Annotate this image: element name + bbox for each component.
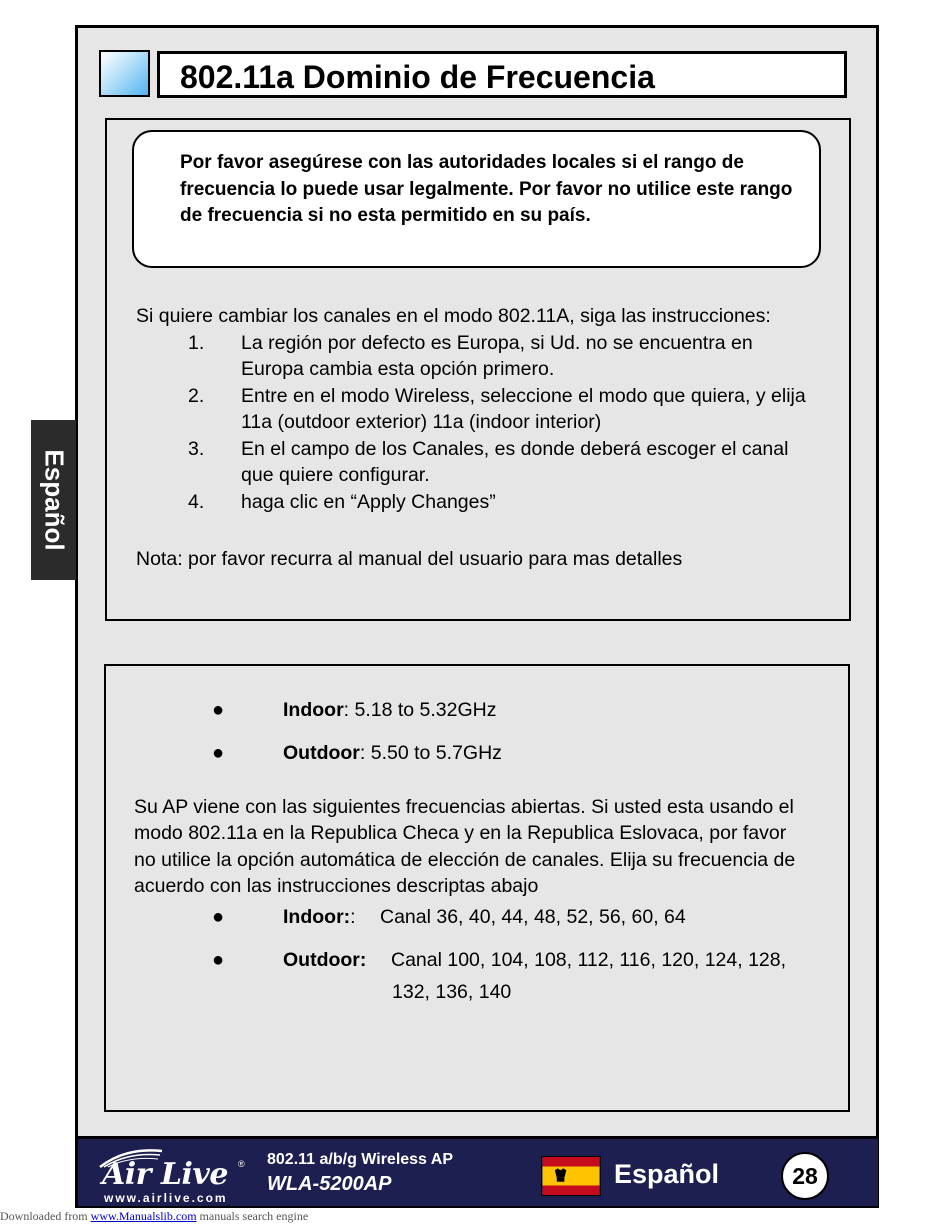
paragraph-line: no utilice la opción automática de elección de canales. Elija su frecuencia de (134, 849, 796, 871)
warning-text: Por favor asegúrese con las autoridades locales si el rango de frecuencia lo puede usar legalmente. Por favor no utilice este rango de frecuencia si no esta permitido en su país. (180, 152, 793, 226)
product-model: WLA-5200AP (267, 1173, 392, 1195)
outdoor-range (283, 740, 502, 767)
step-text: La región por defecto es Europa, si Ud. no se encuentra en (241, 332, 753, 354)
step-text: Entre en el modo Wireless, seleccione el modo que quiera, y elija (241, 385, 806, 407)
outdoor-channels-label: Outdoor: (283, 949, 367, 971)
corner-square-decoration (99, 50, 150, 97)
title-box (157, 51, 847, 98)
product-description: 802.11 a/b/g Wireless AP (267, 1151, 454, 1168)
logo-url: www.airlive.com (104, 1191, 228, 1205)
outdoor-channels-value: 132, 136, 140 (392, 981, 512, 1003)
indoor-range-value: : 5.18 to 5.32GHz (343, 699, 497, 721)
bullet: ● (212, 699, 225, 721)
indoor-channels-value: Canal 36, 40, 44, 48, 52, 56, 60, 64 (380, 906, 686, 928)
bullet: ● (212, 906, 225, 928)
manualslib-link[interactable]: www.Manualslib.com (90, 1209, 197, 1223)
page-title: 802.11a Dominio de Frecuencia (180, 59, 655, 95)
logo-wordmark: Air Live (102, 1157, 228, 1192)
step-number: 3. (188, 438, 205, 460)
spain-flag-icon (541, 1156, 601, 1196)
outdoor-range-value: : 5.50 to 5.7GHz (359, 742, 502, 764)
page-number-badge (781, 1152, 829, 1200)
download-suffix: manuals search engine (199, 1209, 309, 1223)
note-text: Nota: por favor recurra al manual del usuario para mas detalles (136, 548, 683, 570)
page-number: 28 (792, 1163, 818, 1189)
paragraph-line: acuerdo con las instrucciones descriptas abajo (134, 875, 539, 897)
step-text: Europa cambia esta opción primero. (241, 358, 555, 380)
indoor-range (283, 697, 497, 724)
outdoor-channels-value: Canal 100, 104, 108, 112, 116, 120, 124, 128, (391, 949, 787, 971)
language-side-tab (31, 420, 76, 580)
outdoor-channels (283, 947, 366, 974)
warning-box (132, 130, 821, 268)
footer-bar (78, 1136, 878, 1206)
download-credit (0, 1209, 308, 1224)
download-prefix: Downloaded from (0, 1209, 88, 1223)
language-side-tab-label: Español (39, 449, 69, 551)
step-text: 11a (outdoor exterior) 11a (indoor interior) (241, 411, 602, 433)
step-number: 2. (188, 385, 205, 407)
step-number: 4. (188, 491, 205, 513)
indoor-channels (283, 904, 356, 931)
indoor-channels-label: Indoor: (283, 906, 351, 928)
step-text: haga clic en “Apply Changes” (241, 491, 496, 513)
bullet: ● (212, 949, 225, 971)
step-text: que quiere configurar. (241, 464, 430, 486)
airlive-logo (96, 1145, 246, 1203)
indoor-label: Indoor (283, 699, 344, 721)
step-text: En el campo de los Canales, es donde deberá escoger el canal (241, 438, 789, 460)
bullet: ● (212, 742, 225, 764)
outdoor-label: Outdoor (283, 742, 360, 764)
paragraph-line: modo 802.11a en la Republica Checa y en la Republica Eslovaca, por favor (134, 822, 787, 844)
footer-language: Español (614, 1159, 720, 1189)
indoor-channels-sep: : (350, 906, 356, 928)
instructions-intro: Si quiere cambiar los canales en el modo 802.11A, siga las instrucciones: (136, 305, 771, 327)
logo-registered-mark: ® (238, 1159, 245, 1169)
paragraph-line: Su AP viene con las siguientes frecuencias abiertas. Si usted esta usando el (134, 796, 794, 818)
step-number: 1. (188, 332, 205, 354)
